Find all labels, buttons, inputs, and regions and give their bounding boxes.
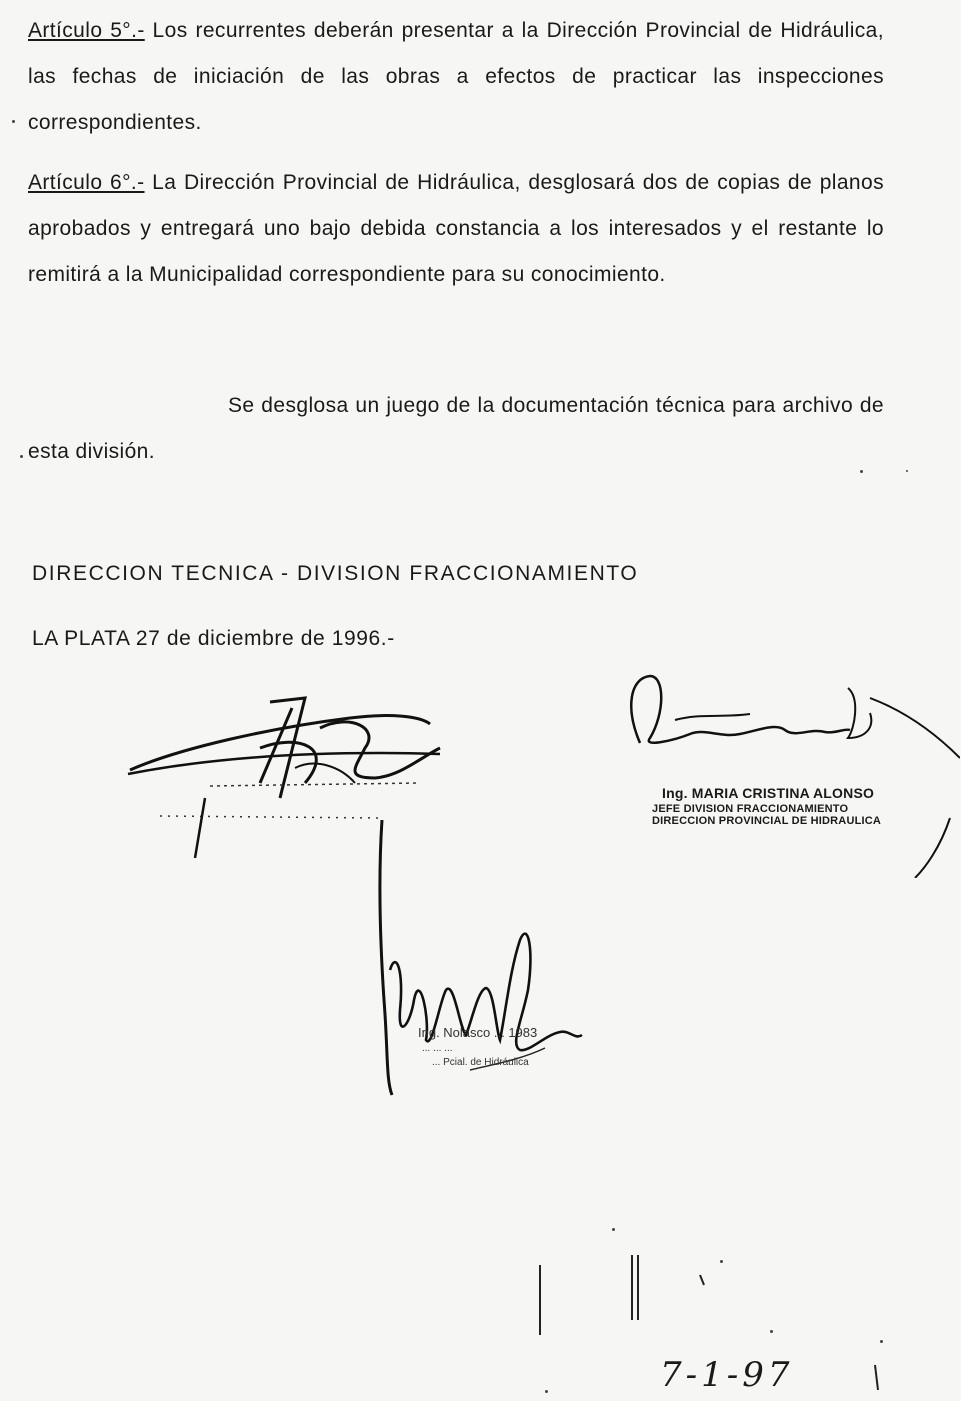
- scan-speck: [612, 1228, 615, 1231]
- scan-speck: [880, 1340, 883, 1343]
- scan-speck: [720, 1260, 723, 1263]
- article-6-paragraph: [28, 160, 884, 298]
- article-6-heading: Artículo 6°.-: [28, 171, 145, 194]
- article-5-paragraph: [28, 8, 884, 146]
- stamp-center-name: Ing. Nolasco ... 1983: [418, 1025, 538, 1040]
- article-5-heading: Artículo 5°.-: [28, 19, 145, 42]
- division-line: DIRECCION TECNICA - DIVISION FRACCIONAMIENTO: [32, 562, 639, 585]
- stamp-right-department: DIRECCION PROVINCIAL DE HIDRAULICA: [652, 815, 882, 827]
- right-signature: [620, 668, 960, 878]
- stamp-center-line: ... ... ...: [422, 1043, 453, 1054]
- handwritten-date: 7-1-97: [660, 1355, 794, 1395]
- scan-speck: [906, 470, 908, 472]
- scan-speck: [860, 470, 863, 473]
- archive-note-paragraph: Se desglosa un juego de la documentación técnica para archivo de esta división.: [28, 394, 884, 463]
- scan-speck: [545, 1390, 548, 1393]
- scan-speck: [12, 120, 15, 123]
- stamp-right-name: Ing. MARIA CRISTINA ALONSO: [662, 785, 875, 801]
- article-6-text: La Dirección Provincial de Hidráulica, desglosará dos de copias de planos aprobados y entregará uno bajo debida constancia a los interesados y el restante lo remitirá a la Municipalidad correspondiente para su conocimiento.: [28, 171, 884, 286]
- scan-speck: [770, 1330, 773, 1333]
- scan-speck: [20, 455, 23, 458]
- stamp-center-department: ... Pcial. de Hidráulica: [432, 1057, 529, 1068]
- date-line: LA PLATA 27 de diciembre de 1996.-: [32, 627, 395, 650]
- article-5-text: Los recurrentes deberán presentar a la Dirección Provincial de Hidráulica, las fechas de iniciación de las obras a efectos de practicar las inspecciones correspondientes.: [28, 19, 884, 134]
- stamp-right-role: JEFE DIVISION FRACCIONAMIENTO: [652, 803, 849, 815]
